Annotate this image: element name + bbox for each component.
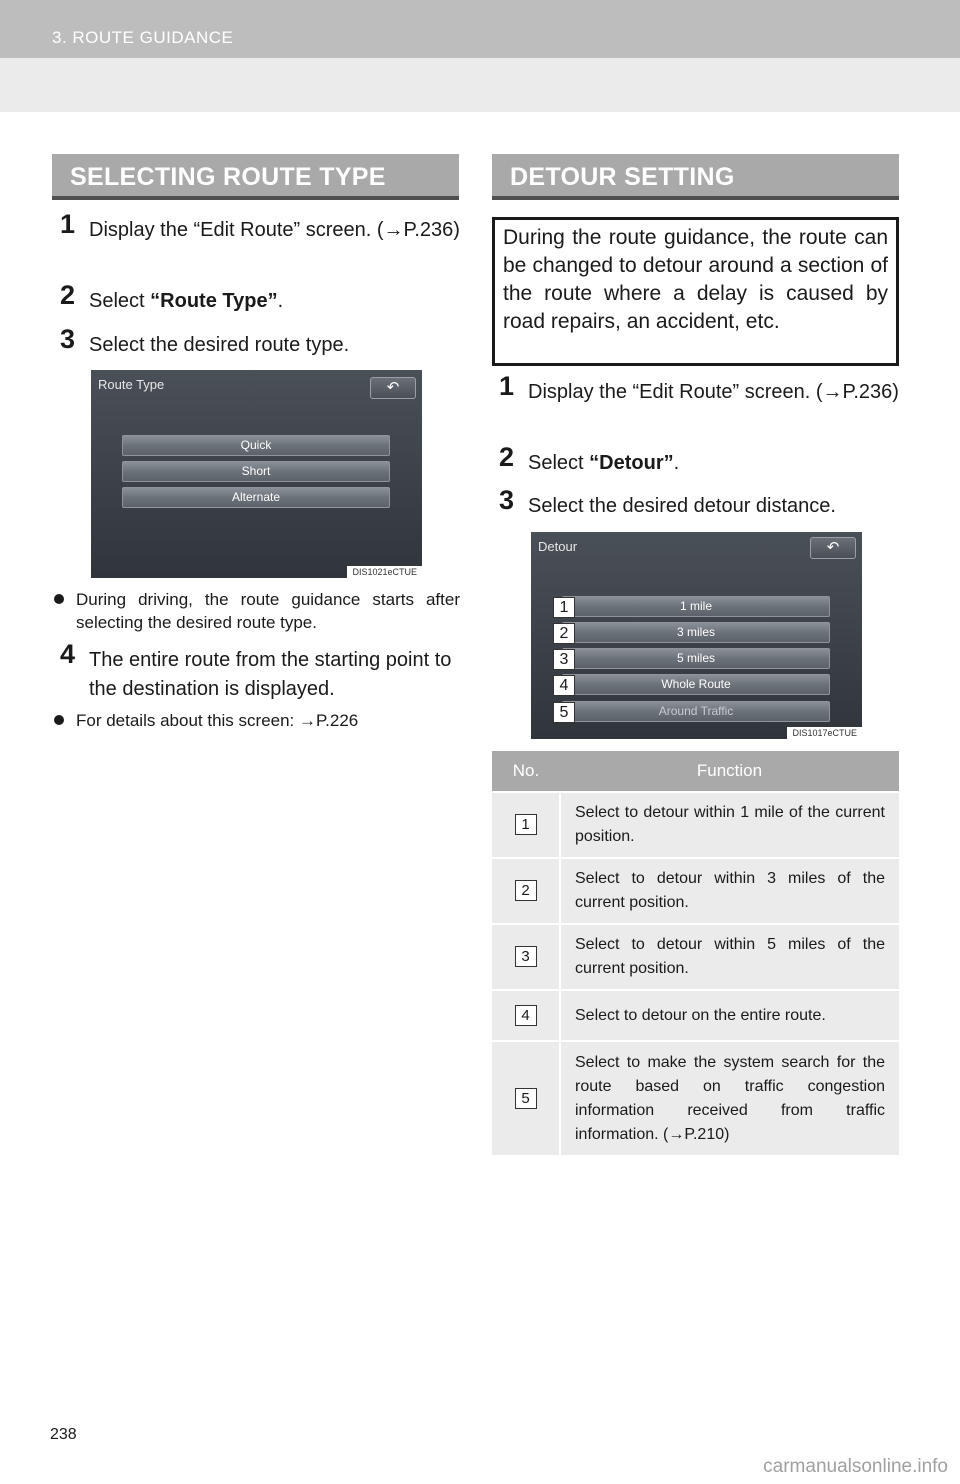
screen-code: DIS1017eCTUE (787, 727, 862, 739)
table-row (492, 858, 899, 924)
row-number: 1 (515, 814, 537, 835)
table-header-row (492, 751, 899, 792)
row-number: 4 (515, 1005, 537, 1026)
detour-screen (531, 532, 862, 739)
callout-5: 5 (553, 702, 575, 723)
row-number: 5 (515, 1088, 537, 1109)
row-function: Select to detour within 1 mile of the current position. (560, 792, 899, 858)
back-arrow-icon: ↶ (386, 379, 400, 396)
route-option-short[interactable]: Short (122, 461, 390, 482)
callout-4: 4 (553, 675, 575, 696)
step-text: Display the “Edit Route” screen. (→P.236) (89, 219, 460, 241)
table-row (492, 1041, 899, 1155)
right-step-2: 2 Select “Detour”. (499, 442, 680, 474)
step-text: Display the “Edit Route” screen. (→P.236) (528, 381, 899, 403)
step-number: 2 (60, 280, 76, 310)
table-row (492, 792, 899, 858)
header-function: Function (560, 751, 899, 792)
back-button[interactable] (810, 537, 856, 559)
step-number: 2 (499, 442, 515, 472)
step-number: 4 (60, 639, 76, 669)
function-table (492, 751, 899, 1155)
row-function: Select to make the system search for the route based on traffic congestion information received from traffic information. (→P.210) (560, 1041, 899, 1155)
row-number: 2 (515, 880, 537, 901)
screen-title: Route Type (98, 377, 165, 392)
table-row (492, 990, 899, 1041)
left-step-1 (60, 209, 460, 245)
table-row (492, 924, 899, 990)
detour-option-whole-route[interactable]: Whole Route (562, 674, 830, 695)
detour-option-5-miles[interactable]: 5 miles (562, 648, 830, 669)
left-step-3 (60, 324, 460, 360)
step-number: 3 (60, 324, 76, 354)
step-number: 3 (499, 485, 515, 515)
left-step-2: 2 Select “Route Type”. (60, 280, 284, 312)
page-number: 238 (50, 1426, 77, 1443)
row-function: Select to detour on the entire route. (560, 990, 899, 1041)
row-number: 3 (515, 946, 537, 967)
route-option-quick[interactable]: Quick (122, 435, 390, 456)
row-function: Select to detour within 3 miles of the current position. (560, 858, 899, 924)
right-step-1 (499, 371, 899, 407)
step-text: The entire route from the starting point to the destination is displayed. (89, 649, 452, 700)
bullet-text: During driving, the route guidance starts after selecting the desired route type. (76, 590, 460, 632)
step-text: Select (528, 452, 590, 474)
screen-title: Detour (538, 539, 578, 554)
section-title: 3. ROUTE GUIDANCE (52, 28, 234, 47)
bullet-text: For details about this screen: →P.226 (76, 711, 359, 730)
detour-option-3-miles[interactable]: 3 miles (562, 622, 830, 643)
bullet-icon (54, 715, 64, 725)
bullet-icon (54, 594, 64, 604)
step-text: Select (89, 290, 151, 312)
detour-label: “Detour” (589, 452, 674, 474)
page-header (0, 0, 960, 112)
left-bullet-1 (54, 588, 460, 634)
back-arrow-icon: ↶ (826, 539, 840, 556)
row-function: Select to detour within 5 miles of the current position. (560, 924, 899, 990)
heading-selecting-route-type: SELECTING ROUTE TYPE (52, 154, 459, 200)
back-button[interactable] (370, 377, 416, 399)
callout-2: 2 (553, 623, 575, 644)
header-no: No. (492, 751, 560, 792)
callout-3: 3 (553, 649, 575, 670)
screen-code: DIS1021eCTUE (347, 566, 422, 578)
left-step-4 (60, 639, 460, 704)
route-type-screen (91, 370, 422, 578)
step-number: 1 (499, 371, 515, 401)
step-text: Select the desired detour distance. (528, 495, 836, 517)
detour-option-1-mile[interactable]: 1 mile (562, 596, 830, 617)
route-type-label: “Route Type” (150, 290, 278, 312)
right-step-3 (499, 485, 899, 521)
heading-detour-setting: DETOUR SETTING (492, 154, 899, 200)
callout-1: 1 (553, 597, 575, 618)
step-number: 1 (60, 209, 76, 239)
detour-option-around-traffic[interactable]: Around Traffic (562, 701, 830, 722)
step-text: Select the desired route type. (89, 334, 350, 356)
route-option-alternate[interactable]: Alternate (122, 487, 390, 508)
left-bullet-2 (54, 709, 460, 732)
detour-note-box: During the route guidance, the route can be changed to detour around a section of the route where a delay is caused by road repairs, an accident, etc. (492, 217, 899, 366)
watermark: carmanualsonline.info (763, 1456, 948, 1477)
